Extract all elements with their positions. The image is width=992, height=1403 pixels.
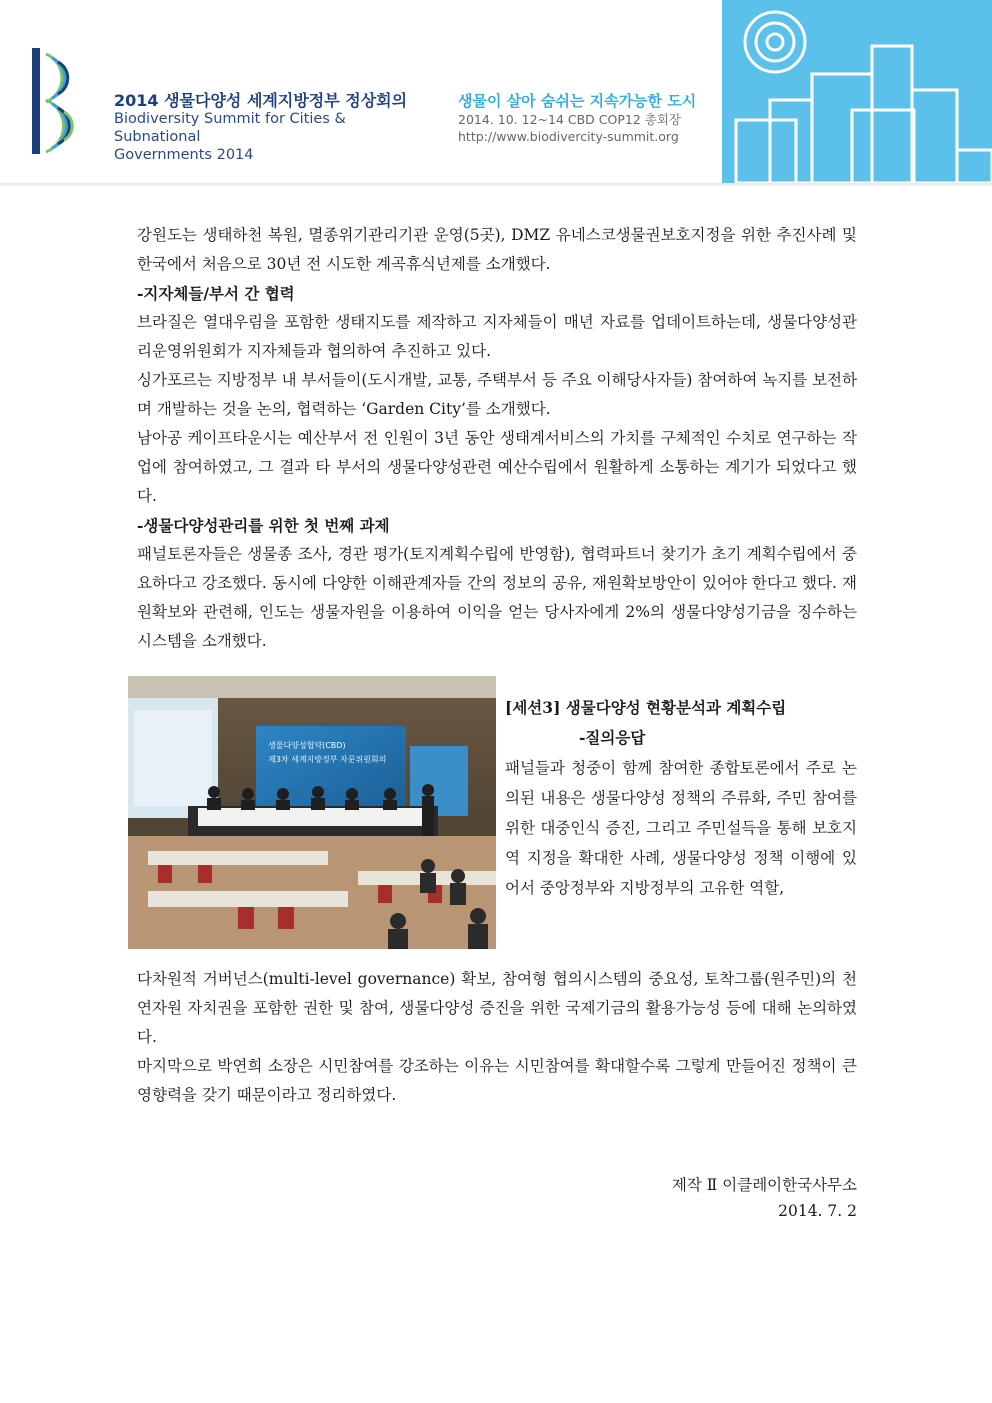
paragraph-brazil: 브라질은 열대우림을 포함한 생태지도를 제작하고 지자체들이 매년 자료를 업데이트하는데, 생물다양성관리운영위원회가 지자체들과 협의하여 추진하고 있다. bbox=[137, 313, 857, 360]
event-info bbox=[458, 111, 681, 145]
photo-banner-line1: 생물다양성협약(CBD) bbox=[268, 741, 346, 750]
session-paragraph: 패널들과 청중이 함께 참여한 종합토론에서 주로 논의된 내용은 생물다양성 정책의 주류화, 주민 참여를 위한 대중인식 증진, 그리고 주민설득을 통해 보호지역 지정을 확대한 사례, 생물다양성 정책 이행에 있어서 중앙정부와 지방정부의 고유한 역할, bbox=[505, 759, 857, 897]
session-title: [세션3] 생물다양성 현황분석과 계획수립 bbox=[505, 698, 787, 717]
summit-title-english bbox=[114, 110, 434, 164]
heading-cooperation: -지자체들/부서 간 협력 bbox=[137, 284, 295, 303]
summit-title-english-line1: Biodiversity Summit for Cities & Subnational bbox=[114, 111, 346, 145]
event-url: http://www.biodivercity-summit.org bbox=[458, 129, 679, 144]
paragraph-panel: 패널토론자들은 생물종 조사, 경관 평가(토지계획수립에 반영함), 협력파트너 찾기가 초기 계획수립에서 중요하다고 강조했다. 동시에 다양한 이해관계자들 간의 정보의 공유, 재원확보방안이 있어야 한다고 했다. 재원확보와 관련해, 인도는 생물자원을 이용하여 이익을 얻는 당사자에게 2%의 생물다양성기금을 징수하는 시스템을 소개했다. bbox=[137, 545, 857, 650]
summit-slogan: 생물이 살아 숨쉬는 지속가능한 도시 bbox=[458, 92, 697, 110]
paragraph-capetown: 남아공 케이프타운시는 예산부서 전 인원이 3년 동안 생태계서비스의 가치를 구체적인 수치로 연구하는 작업에 참여하였고, 그 결과 타 부서의 생물다양성관련 예산수립에서 원활하게 소통하는 계기가 되었다고 했다. bbox=[137, 429, 857, 505]
event-date: 2014. 10. 12~14 CBD COP12 총회장 bbox=[458, 112, 681, 127]
summit-title-korean: 2014 생물다양성 세계지방정부 정상회의 bbox=[114, 91, 408, 110]
footer-date: 2014. 7. 2 bbox=[778, 1202, 857, 1220]
summit-title-english-line2: Governments 2014 bbox=[114, 147, 254, 163]
conference-photo-illustration bbox=[128, 676, 496, 949]
session-subtitle: -질의응답 bbox=[579, 728, 646, 747]
paragraph-singapore: 싱가포르는 지방정부 내 부서들이(도시개발, 교통, 주택부서 등 주요 이해당사자들) 참여하여 녹지를 보전하며 개발하는 것을 논의, 협력하는 ‘Garden City’를 소개했다. bbox=[137, 371, 857, 418]
header-divider bbox=[0, 183, 992, 186]
session-section bbox=[505, 693, 857, 903]
heading-first-task: -생물다양성관리를 위한 첫 번째 과제 bbox=[137, 516, 390, 535]
conference-photo bbox=[128, 676, 496, 949]
summit-logo-icon bbox=[30, 44, 110, 156]
continuation-section bbox=[137, 965, 857, 1110]
paragraph-governance: 다차원적 거버넌스(multi-level governance) 확보, 참여형 협의시스템의 중요성, 토착그룹(원주민)의 천연자원 자치권을 포함한 권한 및 참여, 생물다양성 증진을 위한 국제기금의 활용가능성 등에 대해 논의하였다. bbox=[137, 970, 857, 1046]
paragraph-gangwon: 강원도는 생태하천 복원, 멸종위기관리기관 운영(5곳), DMZ 유네스코생물권보호지정을 위한 추진사례 및 한국에서 처음으로 30년 전 시도한 계곡휴식년제를 소개했다. bbox=[137, 226, 857, 273]
paragraph-conclusion: 마지막으로 박연희 소장은 시민참여를 강조하는 이유는 시민참여를 확대할수록 그렇게 만들어진 정책이 큰 영향력을 갖기 때문이라고 정리하였다. bbox=[137, 1057, 857, 1104]
body-section bbox=[137, 221, 857, 656]
city-skyline-icon bbox=[722, 0, 992, 183]
footer-credit: 제작 Ⅱ 이클레이한국사무소 bbox=[671, 1176, 857, 1194]
document-header bbox=[0, 0, 992, 186]
photo-banner-line2: 제3차 세계지방정부 자문위원회의 bbox=[268, 755, 387, 764]
